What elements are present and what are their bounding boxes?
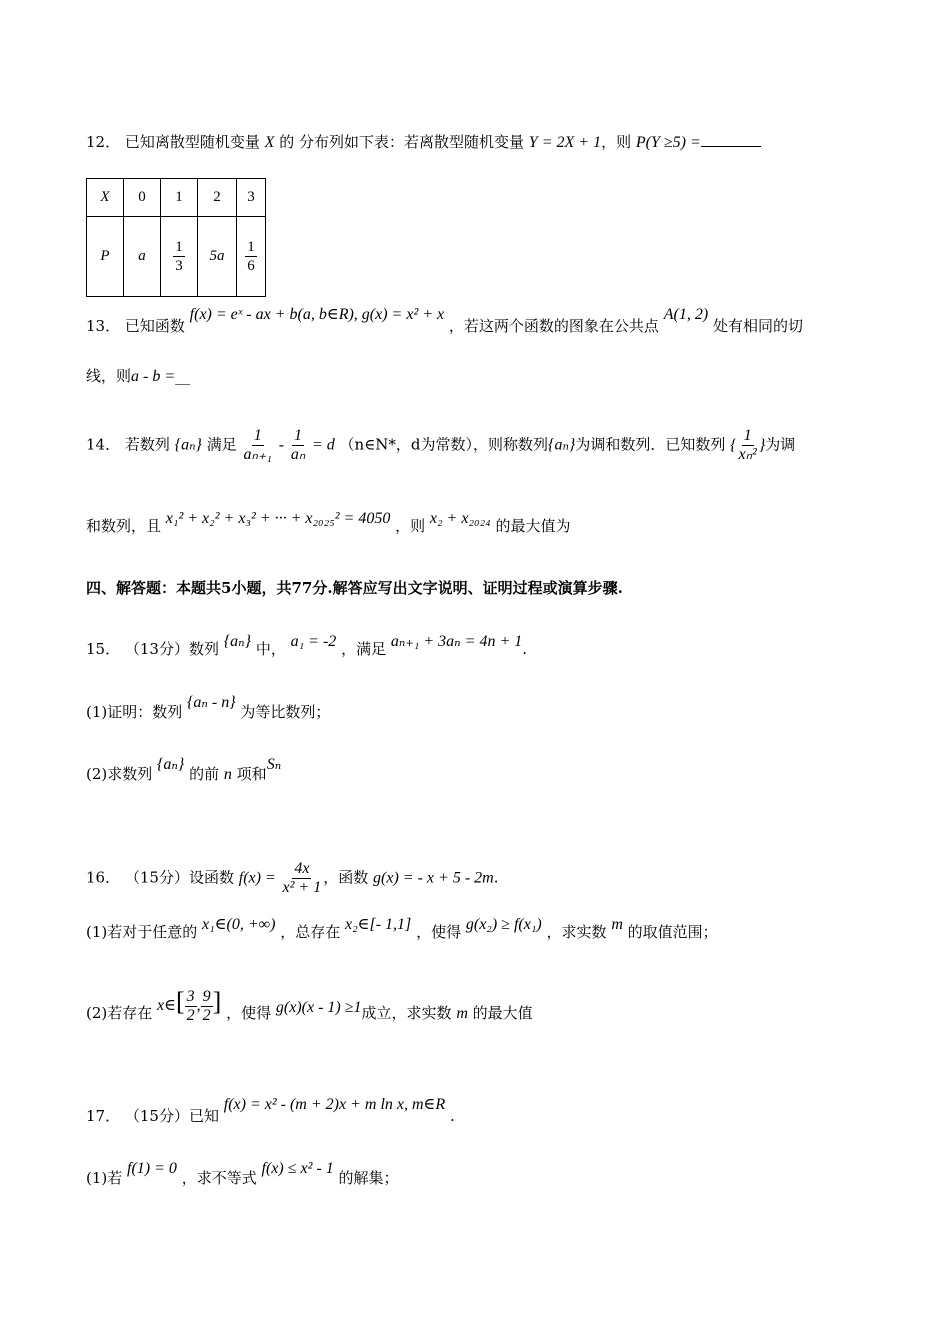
q16-p2-text-2: ，使得	[226, 1004, 272, 1023]
table-cell: 3	[237, 179, 266, 217]
q16-line	[86, 860, 498, 897]
q14-seq2: {aₙ}	[548, 436, 576, 454]
q16-number: 16．	[86, 868, 121, 887]
q17-score: （15分）已知	[124, 1107, 219, 1125]
q17-p1-cond: f(1) = 0	[127, 1160, 177, 1177]
q14-sum: x₁² + x₂² + x₃² + ··· + x₂₀₂₅² = 4050	[165, 510, 391, 527]
q15-p2-n: n	[223, 766, 232, 783]
q15-score: （13分）数列	[124, 640, 219, 658]
q13-point: A(1, 2)	[663, 306, 709, 323]
q16-p2-text: (2)若存在	[86, 1004, 153, 1023]
q15-text-1: 中，	[255, 640, 286, 658]
q16-p2-text-3: 成立，求实数	[361, 1004, 452, 1023]
q17-f: f(x) = x² - (m + 2)x + m ln x, m∈R	[223, 1096, 446, 1113]
q14-frac-1: $\frac{1}{\text{aₙ₊₁}}$	[243, 427, 272, 463]
q13-blank: __	[175, 367, 191, 385]
table-cell: 5a	[198, 217, 237, 297]
table-cell: X	[87, 179, 124, 217]
q16-part-2	[86, 987, 533, 1033]
q13-text-3: 处有相同的切	[712, 317, 803, 335]
q17-p1-ineq: f(x) ≤ x² - 1	[261, 1160, 334, 1177]
q17-p1-text: (1)若	[86, 1169, 123, 1187]
q16-text-1: ，函数	[323, 868, 369, 887]
q13-expr: f(x) = eˣ - ax + b(a, b∈R), g(x) = x² + x	[189, 306, 445, 323]
q16-p2-text-4: 的最大值	[472, 1004, 533, 1023]
fraction: $\frac{1}{3}$	[175, 239, 183, 274]
q15-p2-s: Sₙ	[266, 756, 282, 773]
q14-cond: （n∈N*，d为常数），则称数列	[339, 435, 549, 454]
q16-score: （15分）设函数	[124, 868, 234, 887]
q16-frac: $\frac{4x}{\text{x² + 1}}$	[282, 860, 322, 896]
q14-text-7: 的最大值为	[495, 517, 571, 535]
q15-p1-text: (1)证明：数列	[86, 703, 183, 721]
q17-part-1	[86, 1160, 399, 1189]
fraction: $\frac{1}{6}$	[247, 239, 255, 274]
table-row	[87, 179, 266, 217]
q16-p2-m: m	[456, 1005, 468, 1023]
distribution-table	[86, 178, 266, 297]
q14-text-4: 为调	[765, 435, 796, 454]
q13-text-1: 已知函数	[124, 317, 185, 335]
table-cell: 2	[198, 179, 237, 217]
q15-p2-text-2: 的前	[189, 765, 220, 783]
q16-p1-text: (1)若对于任意的	[86, 923, 198, 941]
section-heading: 四、解答题：本题共5小题，共77分.解答应写出文字说明、证明过程或演算步骤.	[86, 579, 623, 597]
q16-p1-ineq: g(x₂) ≥ f(x₁)	[465, 916, 542, 933]
q14-seq3: { $\frac{1}{\text{xₙ²}}$ }	[730, 427, 766, 464]
table-cell: P	[87, 217, 124, 297]
q15-part-2	[86, 756, 282, 785]
q13-line-2	[86, 366, 190, 387]
q13-text-2: ，若这两个函数的图象在公共点	[448, 317, 659, 335]
q16-p1-text-2: ，总存在	[280, 923, 341, 941]
q14-text-2: 满足	[206, 435, 237, 454]
q15-p1-seq: {aₙ - n}	[187, 694, 236, 711]
q15-number: 15．	[86, 640, 121, 658]
q16-part-1	[86, 916, 718, 943]
table-row	[87, 217, 266, 297]
q16-p1-text-4: ，求实数	[546, 923, 607, 941]
q16-g: g(x) = - x + 5 - 2m	[373, 869, 494, 887]
q17-p1-text-2: ，求不等式	[181, 1169, 257, 1187]
q14-number: 14．	[86, 435, 121, 454]
q12-text-3: ，则	[601, 133, 632, 151]
q14-eq: = d	[311, 436, 335, 454]
table-cell: 1	[161, 179, 198, 217]
q12-line	[86, 132, 761, 153]
q12-var: X	[264, 134, 275, 151]
q14-line-2	[86, 510, 571, 537]
q14-target: x₂ + x₂₀₂₄	[429, 510, 491, 527]
table-cell	[161, 217, 198, 297]
q14-text-1: 若数列	[124, 435, 170, 454]
q14-frac-2: $\frac{1}{\text{aₙ}}$	[290, 427, 306, 463]
q12-text-2: 的 分布列如下表：若离散型随机变量	[279, 133, 525, 151]
q12-expr: Y = 2X + 1	[528, 134, 602, 151]
q16-p2-ineq: g(x)(x - 1) ≥1	[275, 999, 362, 1017]
q13-text-4: 线，则	[86, 367, 132, 385]
q16-p1-x2: x₂∈[- 1,1]	[344, 916, 412, 933]
q16-p1-x1: x₁∈(0, +∞)	[202, 916, 276, 933]
q16-f-left: f(x) =	[238, 869, 276, 887]
q16-p1-text-3: ，使得	[416, 923, 462, 941]
q16-p2-interval: x∈[ $\frac{3}{2}$ , $\frac{9}{2}$ ]	[157, 987, 222, 1024]
q12-number: 12．	[86, 133, 121, 151]
q17-line	[86, 1096, 455, 1127]
q14-text-6: ，则	[395, 517, 426, 535]
q14-line-1	[86, 427, 795, 464]
period: .	[449, 1107, 455, 1125]
table-cell: a	[124, 217, 161, 297]
q16-p1-m: m	[611, 916, 623, 933]
q15-init: a₁ = -2	[290, 633, 337, 650]
q13-number: 13．	[86, 317, 121, 335]
minus-sign: -	[278, 436, 285, 454]
q14-text-5: 和数列，且	[86, 517, 162, 535]
period: .	[493, 868, 499, 887]
q17-p1-text-3: 的解集；	[338, 1169, 399, 1187]
q15-seq: {aₙ}	[223, 633, 252, 650]
q15-part-1	[86, 694, 331, 723]
table-cell	[237, 217, 266, 297]
q13-ask: a - b =	[131, 368, 176, 385]
q12-blank	[701, 146, 761, 147]
q16-p1-text-5: 的取值范围；	[627, 923, 718, 941]
q15-p2-text-3: 项和	[236, 765, 267, 783]
q12-ask: P(Y ≥5) =	[635, 134, 701, 151]
q15-line	[86, 633, 528, 660]
q13-line-1	[86, 306, 803, 337]
q15-p2-seq: {aₙ}	[157, 756, 185, 773]
q14-text-3: 为调和数列．已知数列	[575, 435, 726, 454]
q15-rec: aₙ₊₁ + 3aₙ = 4n + 1	[390, 633, 523, 650]
q14-seq: {aₙ}	[174, 436, 202, 454]
q12-text-1: 已知离散型随机变量	[124, 133, 260, 151]
q17-number: 17．	[86, 1107, 121, 1125]
q15-text-2: ，满足	[341, 640, 387, 658]
q15-p2-text: (2)求数列	[86, 765, 153, 783]
table-cell: 0	[124, 179, 161, 217]
period: .	[522, 640, 528, 658]
q15-p1-text-2: 为等比数列；	[240, 703, 331, 721]
